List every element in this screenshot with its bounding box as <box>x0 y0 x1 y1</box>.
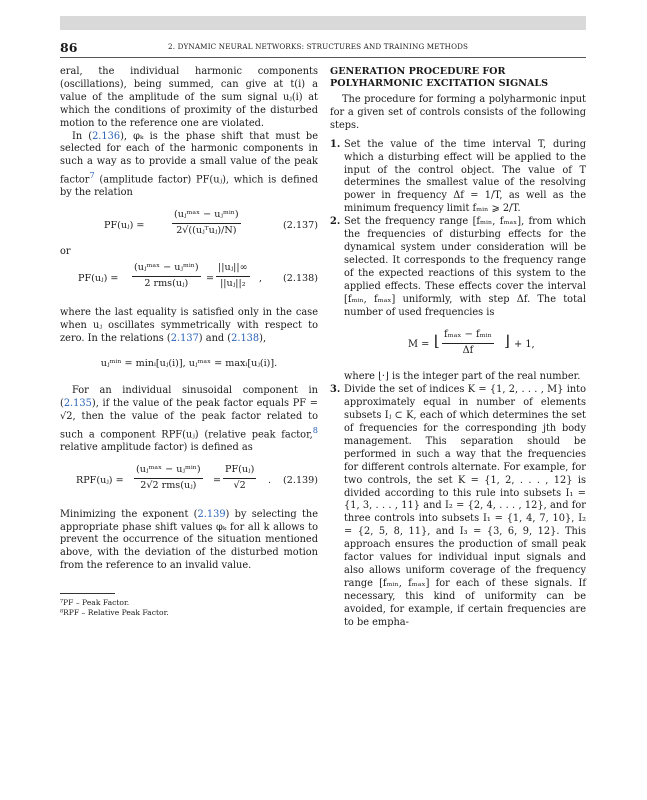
ref-2-136[interactable]: 2.136 <box>92 130 121 142</box>
intro-paragraph: The procedure for forming a polyharmonic input for a given set of controls consists of the following steps. <box>330 94 586 131</box>
running-head: 2. DYNAMIC NEURAL NETWORKS: STRUCTURES AND TRAINING METHODS <box>168 42 469 51</box>
eq138-fraction-1: (uⱼᵐᵃˣ − uⱼᵐⁱⁿ) 2 rms(uⱼ) <box>134 262 199 290</box>
paragraph-1: eral, the individual harmonic components (oscillations), being summed, can give at t(i) a value of the amplitude of the sum signal uⱼ(i) at which the conditions of proximity of the disturbed motion to the reference one are violated. <box>60 66 318 129</box>
M-fraction: fₘₐₓ − fₘᵢₙ Δf <box>444 329 492 357</box>
paragraph-2: In (2.136), φₖ is the phase shift that must be selected for each of the harmonic components in such a way as to provide a small value of the peak factor$^7$ (amplitude factor) PF(uⱼ), which is defined by the relation <box>60 130 318 199</box>
step-1: 1. Set the value of the time interval T, during which a disturbing effect will be applied to the input of the control object. The value of T determines the smallest value of the resolving power in frequency Δf = 1/T, as well as the minimum frequency limit fₘᵢₙ ⩾ 2/T. <box>330 138 586 215</box>
right-column <box>330 66 586 630</box>
eq139-fraction-2: $\frac{\text{PF(uⱼ)}}{√2}$ <box>225 463 255 491</box>
or-text: or <box>60 246 71 258</box>
ref-2-135[interactable]: 2.135 <box>63 397 92 409</box>
minmax-definition: uⱼᵐⁱⁿ = minᵢ[uⱼ(i)], uⱼᵐᵃˣ = maxᵢ[uⱼ(i)]. <box>100 357 278 369</box>
eq139-label: (2.139) <box>283 474 318 486</box>
paragraph-5: Minimizing the exponent (2.139) by selecting the appropriate phase shift values φₖ for all k allows to prevent the occurrence of the situation mentioned above, with the deviation of the disturbed motion from the reference to an invalid value. <box>60 508 318 572</box>
footnote-rule <box>60 593 115 594</box>
paragraph-3: where the last equality is satisfied only in the case when uⱼ oscillates symmetrically with respect to zero. In the relations (2.137) and (2.138), <box>60 307 318 345</box>
ref-2-137[interactable]: 2.137 <box>170 333 199 345</box>
eq137-label: (2.137) <box>283 220 318 232</box>
footnote-8: ⁸RPF – Relative Peak Factor. <box>60 607 169 617</box>
eq137-lhs: PF(uⱼ) = <box>104 220 145 232</box>
footnote-7-marker[interactable]: 7 <box>89 170 95 181</box>
footnote-7: ⁷PF – Peak Factor. <box>60 597 130 607</box>
equation-2-138: PF(uⱼ) = (uⱼᵐᵃˣ − uⱼᵐⁱⁿ) 2 rms(uⱼ) = $\frac{\text{||uⱼ||∞}}{\text{||uⱼ||₂}}$ , (2.138) <box>78 262 318 290</box>
step-2: 2. Set the frequency range [fₘᵢₙ, fₘₐₓ], from which the frequencies of disturbing effects for the dynamical system under consideration will be selected. It corresponds to the frequency range of the expected reactions of this system to the applied effects. These effects cover the interval [fₘᵢₙ, fₘₐₓ] uniformly, with step Δf. The total number of used frequencies is M = ⌊ fₘₐₓ − fₘᵢₙ Δf ⌋ + 1, where ⌊·⌋ is the integer part of the real number. <box>330 216 586 383</box>
eq138-label: (2.138) <box>283 273 318 285</box>
equation-M: M = ⌊ fₘₐₓ − fₘᵢₙ Δf ⌋ + 1, <box>408 329 535 357</box>
eq138-fraction-2: $\frac{\text{||uⱼ||∞}}{\text{||uⱼ||₂}}$ <box>218 262 248 290</box>
ref-2-138[interactable]: 2.138 <box>231 333 260 345</box>
footnote-8-marker[interactable]: 8 <box>312 424 318 435</box>
page-number: 86 <box>60 40 78 55</box>
equation-2-139: RPF(uⱼ) = (uⱼᵐᵃˣ − uⱼᵐⁱⁿ) 2√2 rms(uⱼ) = $\frac{\text{PF(uⱼ)}}{√2}$ . (2.139) <box>76 463 318 491</box>
ref-2-139[interactable]: 2.139 <box>197 508 226 520</box>
eq139-lhs: RPF(uⱼ) = <box>76 474 124 486</box>
eq137-fraction: (uⱼᵐᵃˣ − uⱼᵐⁱⁿ) 2√((uⱼᵀuⱼ)/N) <box>174 209 239 237</box>
step-3: 3. Divide the set of indices K = {1, 2, . . . , M} into approximately equal in number of elements subsets Iⱼ ⊂ K, each of which determines the set of frequencies for the corresponding jth body management. This separation should be performed in such a way that the frequencies for different controls alternate. For example, for two controls, the set K = {1, 2, . . . , 12} is divided according to this rule into subsets I₁ = {1, 3, . . . , 11} and I₂ = {2, 4, . . . , 12}, and for three controls into subsets I₁ = {1, 4, 7, 10}, I₂ = {2, 5, 8, 11}, and I₃ = {3, 6, 9, 12}. This approach ensures the production of small peak factor values for individual input signals and also allows uniform coverage of the frequency range [fₘᵢₙ, fₘₐₓ] for each of these signals. If necessary, this kind of uniformity can be avoided, for example, if certain frequencies are to be empha- <box>330 384 586 628</box>
equation-2-137 <box>60 206 318 246</box>
header-rule <box>60 57 586 58</box>
left-column <box>60 66 318 618</box>
eq138-lhs: PF(uⱼ) = <box>78 273 119 285</box>
paragraph-4: For an individual sinusoidal component in (2.135), if the value of the peak factor equals PF = √2, then the value of the peak factor related to such a component RPF(uⱼ) (relative peak factor,$^8$ relative amplitude factor) is defined as <box>60 384 318 453</box>
section-heading: GENERATION PROCEDURE FOR POLYHARMONIC EXCITATION SIGNALS <box>330 66 549 89</box>
eq139-fraction-1: (uⱼᵐᵃˣ − uⱼᵐⁱⁿ) 2√2 rms(uⱼ) <box>136 463 201 491</box>
top-gray-bar <box>60 16 586 30</box>
